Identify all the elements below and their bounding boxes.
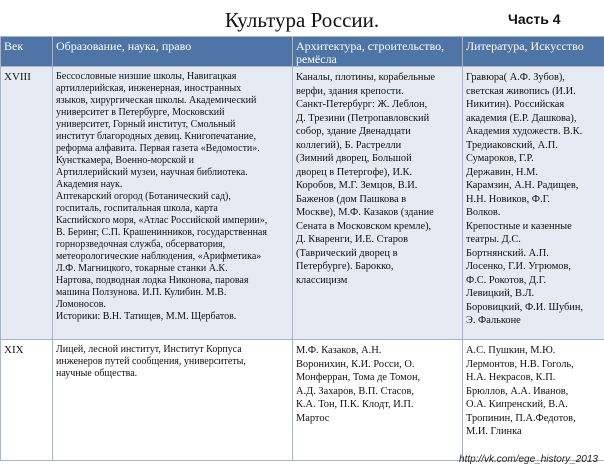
header-row bbox=[1, 37, 604, 67]
cell-line: светская живопись (И.И. bbox=[466, 85, 576, 97]
cell-line: коллегий), Б. Растрелли bbox=[296, 139, 402, 151]
cell-line: Бортнянский. А.П. bbox=[466, 247, 549, 259]
cell-line: научные общества. bbox=[56, 368, 138, 379]
cell-line: Тредиаковский, А.П. bbox=[466, 139, 558, 151]
cell-line: Академия художеств. В.К. bbox=[466, 126, 583, 137]
cell-line: Н.А. Некрасов, К.П. bbox=[466, 372, 556, 383]
cell-line: Карамзин, А.Н. Радищев, bbox=[466, 180, 579, 191]
cell-line: Историки: В.Н. Татищев, М.М. Щербатов. bbox=[56, 311, 237, 322]
cell-line: госпиталь, госпитальная школа, карта bbox=[56, 203, 218, 214]
cell-line: Петербурге). Барокко, bbox=[296, 261, 394, 272]
century-cell: XIX bbox=[1, 340, 53, 461]
cell-line: дворец в Петергофе), И.К. bbox=[296, 166, 413, 178]
cell-line: Нартова, подводная лодка Никонова, паровая bbox=[56, 275, 249, 286]
cell-line: Крепостные и казенные bbox=[466, 220, 572, 232]
cell-line: Державин, Н.М. bbox=[466, 166, 538, 178]
table-row-xix bbox=[1, 340, 604, 461]
education-cell bbox=[53, 340, 293, 461]
cell-line: университет в Петербурге, Московский bbox=[56, 107, 225, 118]
cell-line: Лермонтов, Н.В. Гоголь, bbox=[466, 358, 574, 370]
cell-line: Д. Кваренги, И.Е. Старов bbox=[296, 234, 408, 245]
cell-line: Санкт-Петербург: Ж. Леблон, bbox=[296, 99, 428, 110]
cell-line: Н.Н. Новиков, Ф.Г. bbox=[466, 193, 551, 205]
cell-line: Москве), М.Ф. Казаков (здание bbox=[296, 207, 434, 218]
architecture-cell bbox=[293, 67, 463, 340]
cell-line: Лосенко, Г.И. Угрюмов, bbox=[466, 261, 571, 272]
cell-line: Гравюра( А.Ф. Зубов), bbox=[466, 72, 565, 83]
education-cell bbox=[53, 67, 293, 340]
cell-line: Сената в Московском кремле), bbox=[296, 220, 432, 232]
cell-line: Тропинин, П.А.Федотов, bbox=[466, 412, 576, 424]
cell-line: Академия наук. bbox=[56, 179, 123, 190]
cell-line: Левицкий, В.Л. bbox=[466, 288, 535, 299]
cell-line: Аптекарский огород (Ботанический сад), bbox=[56, 191, 231, 202]
cell-line: Баженов (дом Пашкова в bbox=[296, 193, 407, 205]
cell-line: О.А. Кипренский, В.А. bbox=[466, 399, 568, 410]
century-cell: XVIII bbox=[1, 67, 53, 340]
header-education: Образование, наука, право bbox=[53, 37, 293, 67]
cell-line: Бессословные низшие школы, Навигацкая bbox=[56, 71, 237, 82]
cell-line: М.И. Глинка bbox=[466, 426, 522, 437]
literature-cell bbox=[463, 340, 604, 461]
cell-line: Каспийского моря, «Атлас Российской империи», bbox=[56, 215, 268, 226]
cell-line: инженеров путей сообщения, университеты, bbox=[56, 356, 246, 367]
cell-line: Мартос bbox=[296, 412, 330, 424]
cell-line: М.Ф. Казаков, А.Н. bbox=[296, 345, 382, 356]
literature-cell bbox=[463, 67, 604, 340]
cell-line: университет, Горный институт, Смольный bbox=[56, 119, 236, 130]
cell-line: Сумароков, Г.Р. bbox=[466, 153, 534, 164]
cell-line: (Таврический дворец в bbox=[296, 247, 398, 259]
cell-line: Ф.С. Рокотов, Д.Г. bbox=[466, 274, 547, 286]
cell-line: горнорзведочная служба, обсерватория, bbox=[56, 239, 226, 250]
cell-line: машина Ползунова. И.П. Кулибин. М.В. bbox=[56, 287, 227, 298]
cell-line: А.Д. Захаров, В.П. Стасов, bbox=[296, 385, 414, 397]
cell-line: Воронихин, К.И. Росси, О. bbox=[296, 358, 415, 370]
cell-line: реформа алфавита. Первая газета «Ведомости». bbox=[56, 143, 260, 154]
watermark-link[interactable]: http://vk.com/ege_history_2013 bbox=[459, 454, 598, 465]
culture-table bbox=[0, 36, 604, 461]
cell-line: Кунсткамера, Военно-морской и bbox=[56, 155, 195, 166]
cell-line: артиллерийская, инженерная, иностранных bbox=[56, 83, 242, 94]
cell-line: метеорологические наблюдения, «Арифметика» bbox=[56, 251, 262, 262]
cell-line: Л.Ф. Магницкого, токарные станки А.К. bbox=[56, 263, 228, 274]
cell-line: Артиллерийский музеи, научная библиотека. bbox=[56, 167, 248, 178]
architecture-cell bbox=[293, 340, 463, 461]
cell-line: верфи, здания крепости. bbox=[296, 85, 404, 97]
cell-line: языков, хирургическая школы. Академический bbox=[56, 95, 257, 106]
cell-line: Монферран, Тома де Томон, bbox=[296, 372, 421, 383]
part-label: Часть 4 bbox=[508, 11, 561, 27]
cell-line: А.С. Пушкин, М.Ю. bbox=[466, 345, 556, 356]
cell-line: собор, здание Двенадцати bbox=[296, 126, 411, 137]
cell-line: К.А. Тон, П.К. Клодт, И.П. bbox=[296, 399, 414, 410]
cell-line: Брюллов, А.А. Иванов, bbox=[466, 385, 569, 397]
cell-line: Ломоносов. bbox=[56, 299, 106, 310]
cell-line: классицизм bbox=[296, 274, 348, 286]
cell-line: театры. Д.С. bbox=[466, 234, 521, 245]
cell-line: (Зимний дворец, Большой bbox=[296, 153, 412, 164]
table-row-xviii bbox=[1, 67, 604, 340]
cell-line: Каналы, плотины, корабельные bbox=[296, 72, 436, 83]
header-literature: Литература, Искусство bbox=[463, 37, 604, 67]
cell-line: Никитин). Российская bbox=[466, 99, 565, 110]
document-title: Культура России. bbox=[224, 8, 380, 32]
cell-line: Д. Трезини (Петропавловский bbox=[296, 112, 430, 124]
cell-line: В. Беринг, С.П. Крашенинников, государственная bbox=[56, 227, 267, 238]
header-architecture: Архитектура, строительство, ремёсла bbox=[293, 37, 463, 67]
cell-line: Коробов, М.Г. Земцов, В.И. bbox=[296, 180, 418, 191]
cell-line: Боровицкий, Ф.И. Шубин, bbox=[466, 301, 583, 313]
cell-line: академия (Е.Р. Дашкова), bbox=[466, 112, 577, 124]
cell-line: институт благородных девиц. Книгопечатание, bbox=[56, 131, 256, 142]
header-century: Век bbox=[1, 37, 53, 67]
cell-line: Э. Фальконе bbox=[466, 315, 521, 326]
cell-line: Волков. bbox=[466, 207, 501, 218]
cell-line: Лицей, лесной институт, Институт Корпуса bbox=[56, 344, 242, 355]
